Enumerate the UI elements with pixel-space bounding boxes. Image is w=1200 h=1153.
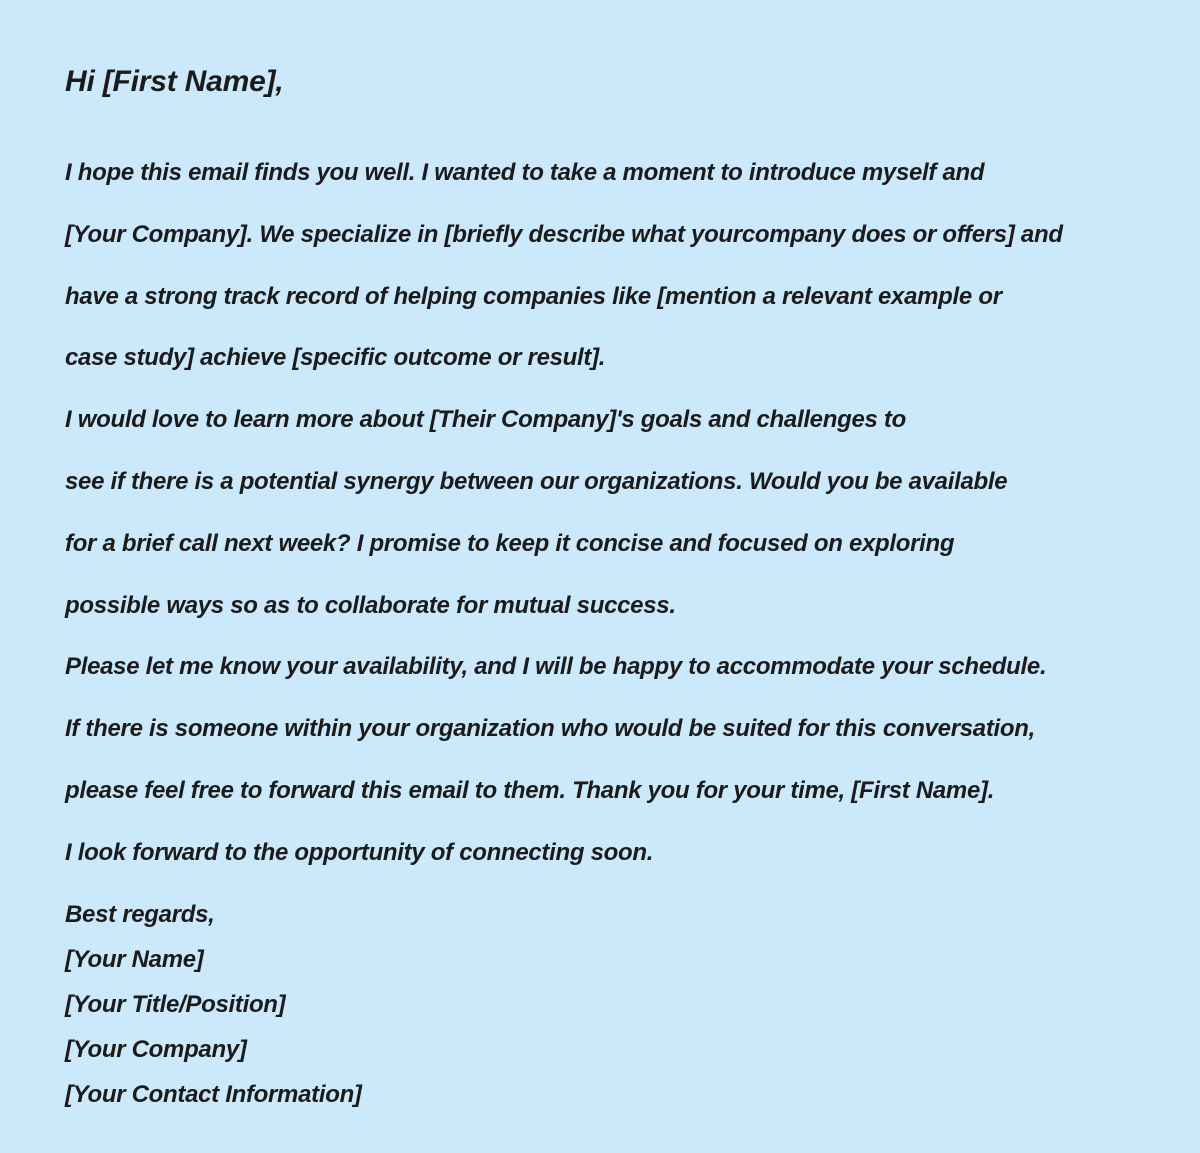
body-line: have a strong track record of helping companies like [mention a relevant example or <box>65 282 1002 310</box>
signature-line: [Your Contact Information] <box>65 1080 362 1108</box>
body-line: see if there is a potential synergy between our organizations. Would you be available <box>65 467 1008 495</box>
signature-line: [Your Title/Position] <box>65 990 286 1018</box>
body-line: possible ways so as to collaborate for mutual success. <box>65 591 676 619</box>
body-line: for a brief call next week? I promise to keep it concise and focused on exploring <box>65 529 955 557</box>
signature-block <box>65 892 1140 1117</box>
body-line: Please let me know your availability, and I will be happy to accommodate your schedule. <box>65 653 1047 681</box>
greeting: Hi [First Name], <box>65 65 284 98</box>
body-line: I hope this email finds you well. I wanted to take a moment to introduce myself and <box>65 159 985 186</box>
email-body <box>65 142 1140 884</box>
body-line: case study] achieve [specific outcome or result]. <box>65 344 606 372</box>
body-line: [Your Company]. We specialize in [briefly describe what yourcompany does or offers] and <box>65 220 1063 248</box>
body-line: I look forward to the opportunity of connecting soon. <box>65 838 654 866</box>
body-line: I would love to learn more about [Their Company]'s goals and challenges to <box>65 406 906 434</box>
body-line: please feel free to forward this email to them. Thank you for your time, [First Name]. <box>65 776 995 804</box>
signature-line: [Your Name] <box>65 945 204 973</box>
body-line: If there is someone within your organization who would be suited for this conversation, <box>65 715 1035 743</box>
signature-line: Best regards, <box>65 900 215 928</box>
signature-line: [Your Company] <box>65 1035 247 1063</box>
